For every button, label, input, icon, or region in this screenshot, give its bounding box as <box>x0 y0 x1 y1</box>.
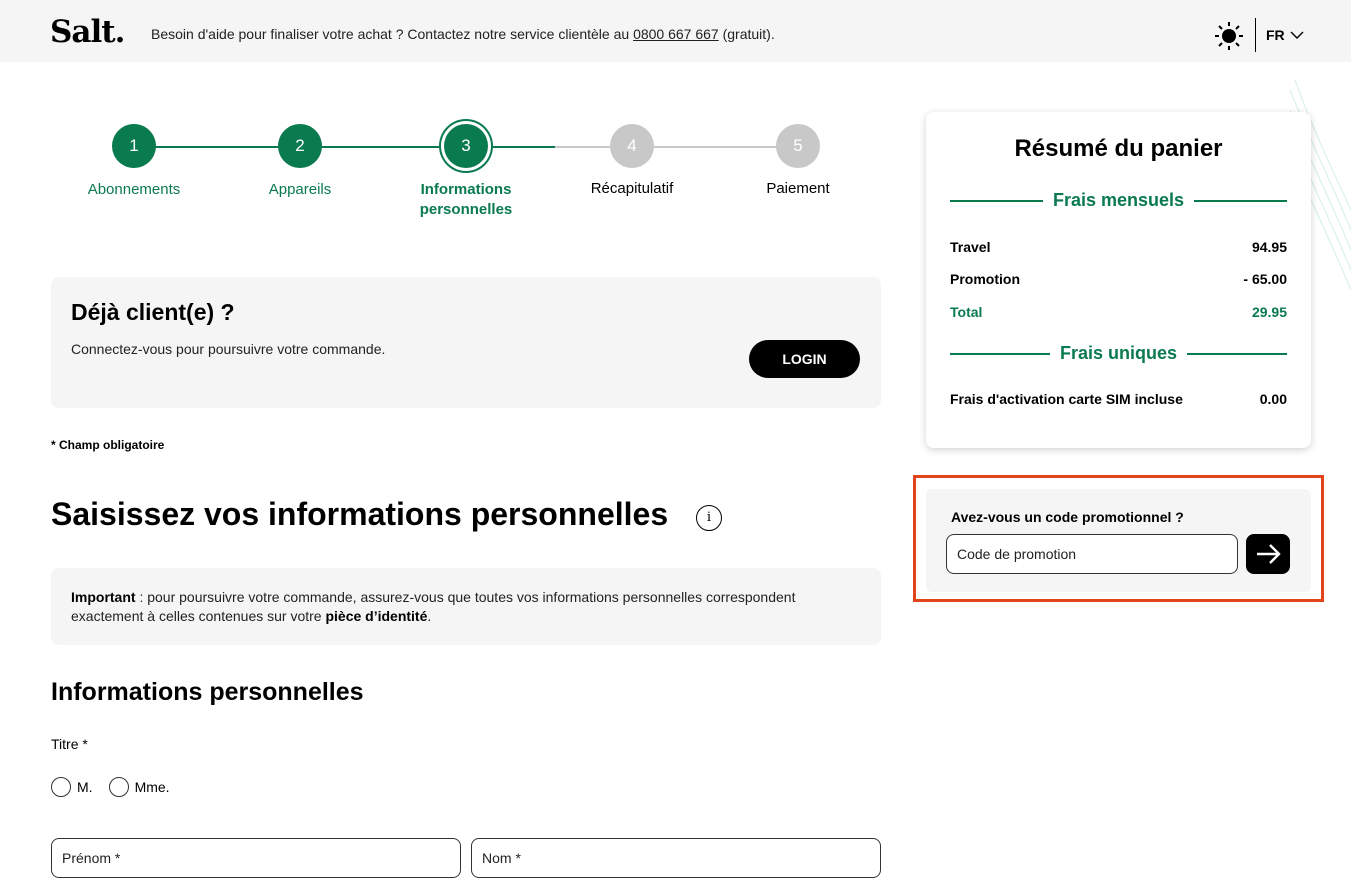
monthly-fees-heading: Frais mensuels <box>950 190 1287 211</box>
radio-mme[interactable] <box>109 777 129 797</box>
step-label: Récapitulatif <box>590 180 674 197</box>
summary-row-total: Total 29.95 <box>950 304 1287 320</box>
title-field-label: Titre * <box>51 736 88 752</box>
promo-code-input[interactable] <box>946 534 1238 574</box>
promo-question: Avez-vous un code promotionnel ? <box>951 509 1184 525</box>
summary-row-travel: Travel 94.95 <box>950 239 1287 255</box>
step-number: 2 <box>278 124 322 168</box>
radio-m[interactable] <box>51 777 71 797</box>
login-button[interactable]: LOGIN <box>749 340 860 378</box>
last-name-field[interactable]: Nom * <box>471 838 881 878</box>
sun-icon[interactable] <box>1214 21 1244 51</box>
first-name-field[interactable]: Prénom * <box>51 838 461 878</box>
step-recapitulatif <box>549 110 715 199</box>
personal-info-title: Informations personnelles <box>51 678 364 706</box>
step-appareils[interactable] <box>217 110 383 200</box>
step-number: 4 <box>610 124 654 168</box>
summary-row-promotion: Promotion - 65.00 <box>950 271 1287 287</box>
top-bar <box>0 0 1351 62</box>
promo-code-box <box>926 489 1311 592</box>
info-icon[interactable]: i <box>696 505 722 531</box>
help-text: Besoin d'aide pour finaliser votre achat ? Contactez notre service clientèle au 0800 667 667 (gratuit). <box>151 26 775 42</box>
required-field-note: * Champ obligatoire <box>51 438 165 452</box>
arrow-right-icon <box>1246 534 1290 574</box>
existing-customer-title: Déjà client(e) ? <box>71 299 235 325</box>
step-label: Appareils <box>268 181 332 198</box>
step-number: 5 <box>776 124 820 168</box>
summary-row-activation: Frais d'activation carte SIM incluse 0.00 <box>950 391 1287 407</box>
step-number: 1 <box>112 124 156 168</box>
title-radio-group <box>51 777 180 797</box>
salt-logo[interactable]: Salt. <box>50 14 125 50</box>
header-divider <box>1255 18 1256 52</box>
language-selector[interactable]: FR <box>1266 27 1285 43</box>
help-phone-link[interactable]: 0800 667 667 <box>633 26 719 42</box>
page-title: Saisissez vos informations personnelles <box>51 496 669 532</box>
step-informations-personnelles <box>383 110 549 220</box>
checkout-stepper <box>50 110 880 230</box>
cart-summary <box>926 112 1311 448</box>
step-number: 3 <box>444 124 488 168</box>
important-notice: Important : pour poursuivre votre commande, assurez-vous que toutes vos informations personnelles correspondent exactement à celles contenues sur votre pièce d’identité. <box>51 568 881 645</box>
step-label: Abonnements <box>87 181 181 198</box>
existing-customer-card <box>51 277 881 408</box>
cart-summary-title: Résumé du panier <box>1014 135 1223 162</box>
one-time-fees-heading: Frais uniques <box>950 343 1287 364</box>
step-label: Informations personnelles <box>419 181 513 218</box>
chevron-down-icon[interactable] <box>1290 28 1304 42</box>
existing-customer-text: Connectez-vous pour poursuivre votre commande. <box>71 341 386 357</box>
radio-m-label[interactable]: M. <box>77 779 93 795</box>
step-abonnements[interactable] <box>51 110 217 200</box>
step-label: Paiement <box>766 180 830 197</box>
step-paiement <box>715 110 881 199</box>
promo-submit-button[interactable] <box>1246 534 1290 574</box>
radio-mme-label[interactable]: Mme. <box>134 779 170 795</box>
